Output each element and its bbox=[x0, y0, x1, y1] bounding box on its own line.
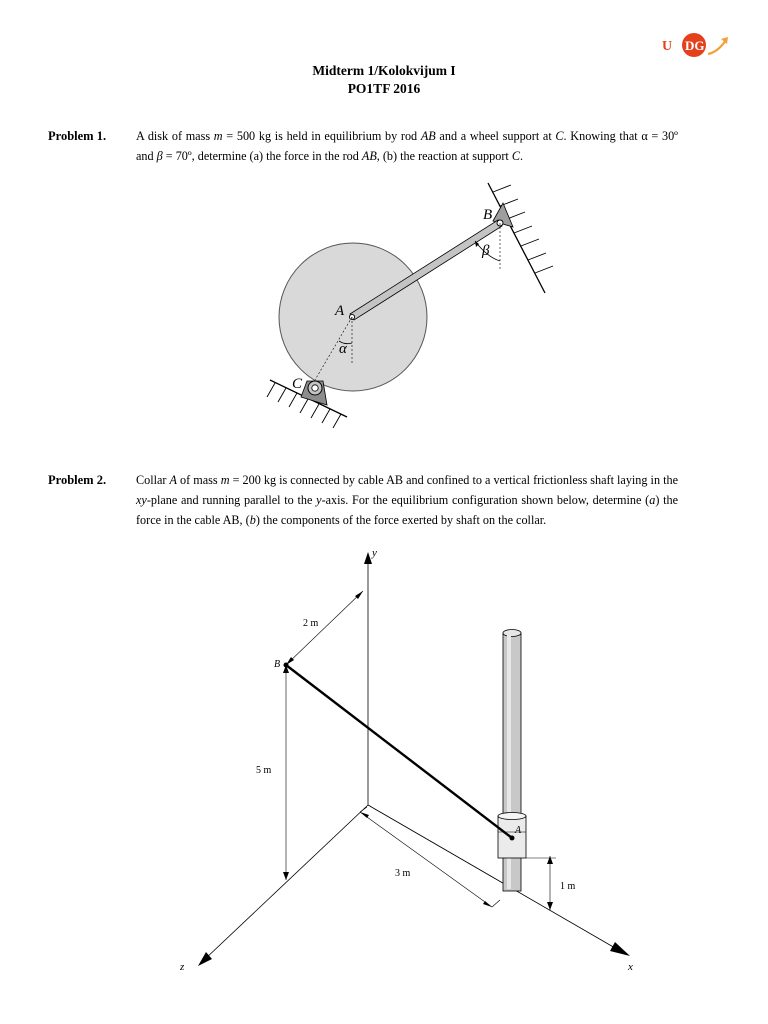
header-subtitle: PO1TF 2016 bbox=[347, 81, 421, 96]
problem-1-text bbox=[136, 126, 678, 166]
label-b: B bbox=[483, 207, 493, 223]
problem-2 bbox=[48, 470, 678, 530]
p2-a: A bbox=[169, 473, 177, 487]
p2-t7: ) the components of the force exerted by shaft on the collar. bbox=[255, 513, 547, 527]
logo-text-u: U bbox=[662, 39, 673, 54]
problem-1-label: Problem 1. bbox=[48, 129, 107, 143]
label-c: C bbox=[292, 376, 303, 392]
label-1m: 1 m bbox=[560, 881, 576, 892]
p1-t4: . Knowing that α = 30º and bbox=[136, 129, 678, 163]
collar-top bbox=[498, 813, 526, 820]
p1-m: m bbox=[213, 129, 223, 143]
dim-2m-line bbox=[286, 591, 363, 665]
logo-text-dg: DG bbox=[685, 38, 705, 53]
p2-m: m bbox=[220, 473, 230, 487]
dim-3m-line bbox=[360, 812, 492, 907]
p1-ab2: AB bbox=[361, 149, 377, 163]
p1-t5: = 70º, determine (a) the force in the rod bbox=[162, 149, 362, 163]
p1-t6: , (b) the reaction at support bbox=[376, 149, 512, 163]
wheel-c-pin bbox=[312, 385, 318, 391]
p2-t3: = 200 kg is connected by cable AB and confined to a vertical frictionless shaft laying in the bbox=[229, 473, 678, 487]
dim-3m-arrow-a-icon bbox=[360, 812, 369, 818]
label-x: x bbox=[628, 961, 633, 973]
y-axis-arrow-icon bbox=[364, 552, 372, 564]
p1-c1: C bbox=[555, 129, 564, 143]
p2-t6: ) the force in the cable AB, ( bbox=[136, 493, 678, 527]
problem-1-figure bbox=[255, 175, 555, 440]
p2-t2: of mass bbox=[176, 473, 221, 487]
p2-pa: a bbox=[649, 493, 656, 507]
problem-2-text bbox=[136, 470, 678, 530]
label-alpha: α bbox=[339, 341, 347, 357]
header-title: Midterm 1/Kolokvijum I bbox=[312, 63, 456, 78]
p2-xy: xy bbox=[136, 493, 147, 507]
p1-t1: A disk of mass bbox=[136, 129, 214, 143]
p1-t2: = 500 kg is held in equilibrium by rod bbox=[222, 129, 421, 143]
p1-ab1: AB bbox=[420, 129, 436, 143]
point-a bbox=[510, 836, 515, 841]
udg-logo-graphic bbox=[660, 30, 734, 62]
dim-3m-tick-b bbox=[492, 900, 500, 907]
label-a2: A bbox=[515, 825, 522, 836]
shaft-top bbox=[503, 630, 521, 637]
label-y: y bbox=[372, 547, 377, 559]
p2-t4: -plane and running parallel to the bbox=[146, 493, 317, 507]
label-z: z bbox=[180, 961, 185, 973]
label-5m: 5 m bbox=[256, 765, 272, 776]
page-header bbox=[0, 62, 768, 98]
p1-t7: . bbox=[519, 149, 524, 163]
p2-y: y bbox=[316, 493, 322, 507]
dim-1m-arrow-top-icon bbox=[547, 856, 553, 864]
label-b2: B bbox=[274, 659, 281, 670]
problem-1 bbox=[48, 126, 678, 166]
p2-t5: -axis. For the equilibrium configuration shown below, determine ( bbox=[321, 493, 650, 507]
p1-beta: β bbox=[156, 149, 163, 163]
label-beta: β bbox=[482, 243, 490, 259]
problem-2-label: Problem 2. bbox=[48, 473, 107, 487]
p1-t3: and a wheel support at bbox=[435, 129, 556, 143]
wall-b-hatching bbox=[493, 185, 553, 273]
logo-arrow-icon bbox=[708, 40, 726, 54]
guide-line bbox=[368, 805, 494, 878]
p2-pb: b bbox=[249, 513, 256, 527]
udg-logo bbox=[660, 30, 734, 62]
cable-ab bbox=[286, 665, 512, 838]
point-b bbox=[284, 663, 289, 668]
dim-5m-arrow-bottom-icon bbox=[283, 872, 289, 880]
label-3m: 3 m bbox=[395, 868, 411, 879]
label-a: A bbox=[335, 303, 345, 319]
dim-3m-arrow-b-icon bbox=[483, 901, 492, 907]
label-2m: 2 m bbox=[303, 618, 319, 629]
p2-t1: Collar bbox=[136, 473, 170, 487]
dim-3m-tick-a bbox=[360, 807, 367, 812]
problem-2-figure bbox=[170, 540, 650, 980]
x-axis-arrow-icon bbox=[610, 942, 630, 956]
p1-c2: C bbox=[511, 149, 520, 163]
